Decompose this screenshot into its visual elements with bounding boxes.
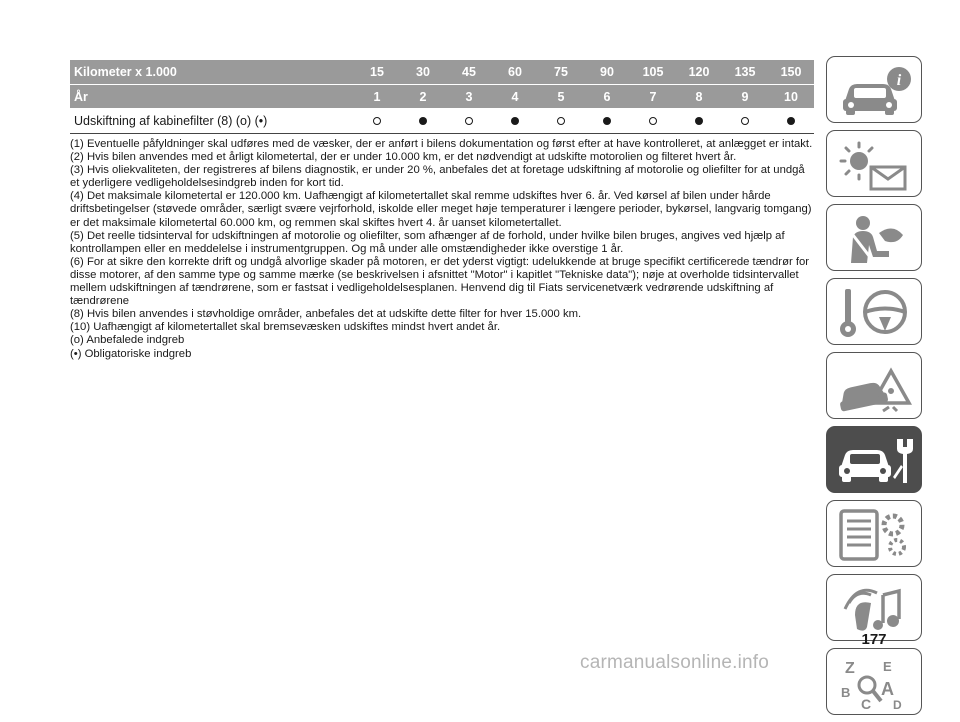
table-row-cabin-filter — [70, 108, 814, 134]
recommended-mark — [465, 117, 473, 125]
tab-starting-driving[interactable] — [826, 278, 922, 345]
km-cell: 30 — [416, 65, 430, 79]
interval-cell — [538, 114, 584, 128]
interval-cell — [722, 114, 768, 128]
footnote: (o) Anbefalede indgreb — [70, 334, 185, 347]
km-cell: 75 — [554, 65, 568, 79]
svg-text:D: D — [893, 698, 902, 712]
recommended-mark — [649, 117, 657, 125]
year-cell: 6 — [603, 89, 611, 104]
mandatory-mark — [787, 117, 795, 125]
warning-light-message-icon — [827, 131, 923, 198]
mandatory-mark — [695, 117, 703, 125]
tab-car-info[interactable] — [826, 56, 922, 123]
svg-text:Z: Z — [845, 660, 855, 677]
km-cell: 90 — [600, 65, 614, 79]
footnote: (3) Hvis oliekvaliteten, der registreres af bilens diagnostik, er under 20 %, anbefales det at foretage udskiftning af motorolie og oliefilter for at undgå et yderligere vedligeholdelsesindgreb inden for kort tid. — [70, 164, 805, 190]
alphabetical-index-icon — [827, 649, 923, 716]
tab-warning-lights[interactable] — [826, 130, 922, 197]
svg-text:A: A — [881, 679, 894, 699]
recommended-mark — [741, 117, 749, 125]
svg-text:B: B — [841, 685, 851, 700]
tab-technical-data[interactable] — [826, 500, 922, 567]
year-cell: 4 — [511, 89, 519, 104]
technical-data-icon — [827, 501, 923, 568]
emergency-warning-icon — [827, 353, 923, 420]
year-cell: 2 — [419, 89, 427, 104]
maintenance-table — [70, 60, 814, 134]
car-maintenance-icon — [827, 427, 923, 494]
svg-text:C: C — [861, 696, 872, 712]
interval-cell — [584, 114, 630, 128]
interval-cell — [446, 114, 492, 128]
year-cell: 5 — [557, 89, 565, 104]
chapter-tabs — [826, 56, 922, 722]
year-cell: 7 — [649, 89, 657, 104]
mandatory-mark — [511, 117, 519, 125]
car-info-icon — [827, 57, 923, 124]
km-cell: 150 — [780, 65, 802, 79]
interval-cell — [768, 114, 814, 128]
header-row-years — [70, 84, 814, 108]
interval-cell — [400, 114, 446, 128]
interval-cell — [492, 114, 538, 128]
tab-maintenance[interactable] — [826, 426, 922, 493]
watermark: carmanualsonline.info — [580, 652, 770, 673]
tab-index[interactable] — [826, 648, 922, 715]
tab-safety[interactable] — [826, 204, 922, 271]
year-cell: 8 — [695, 89, 703, 104]
year-cell: 3 — [465, 89, 473, 104]
footnote: (5) Det reelle tidsinterval for udskiftningen af motorolie og oliefilter, som afhænger af de forhold, under hvilke bilen bruges, angives ved hjælp af kontrollampen eller en meddelelse i instrumentgruppen. Og må under alle omstændigheder ikke overstige 1 år. — [70, 229, 785, 255]
km-cell: 120 — [688, 65, 710, 79]
km-cell: 15 — [370, 65, 384, 79]
footnote: (•) Obligatoriske indgreb — [70, 347, 192, 360]
footnote: (1) Eventuelle påfyldninger skal udføres med de væsker, der er anført i bilens dokumentation og først efter at have kontrolleret, at anlægget er intakt. — [70, 138, 813, 150]
km-cell: 105 — [642, 65, 664, 79]
header-label-km: Kilometer x 1.000 — [74, 65, 177, 79]
footnotes — [70, 138, 816, 361]
footnote: (8) Hvis bilen anvendes i støvholdige områder, anbefales det at udskifte dette filter for hver 15.000 km. — [70, 308, 582, 321]
recommended-mark — [557, 117, 565, 125]
seatbelt-airbag-icon — [827, 205, 923, 272]
footnote: (6) For at sikre den korrekte drift og undgå alvorlige skader på motoren, er det yderst vigtigt: udelukkende at bruge specifikt certificerede tændrør for disse motorer, af den samme type og samme mærke (se beskrivelsen i afsnittet "Motor" i kapitlet "Tekniske data"); nøje at overholde tidsintervallet mellem udskiftningen af tændrørene, som er fastsat i vedligeholdelsesplanen. Henvend dig til Fiats servicenetværk vedrørende udskiftning af tændrørene — [70, 255, 810, 308]
km-cell: 45 — [462, 65, 476, 79]
footnote: (4) Det maksimale kilometertal er 120.000 km. Uafhængigt af kilometertallet skal remme udskiftes hver 6. år. Ved kørsel af bilen under hårde driftsbetingelser (støvede områder, særligt svære vejrforhold, iskolde eller meget høje temperaturer i længere perioder, bykørsel, langvarig tomgang) er det maksimale kilometertal 60.000 km, og remmen skal skiftes hvert 4. år uanset kilometertallet. — [70, 190, 812, 229]
km-cell: 135 — [734, 65, 756, 79]
year-cell: 9 — [741, 89, 749, 104]
page-number: 177 — [861, 631, 887, 648]
footnote: (2) Hvis bilen anvendes med et årligt kilometertal, der er under 10.000 km, er det nødvendigt at udskifte motorolien og filteret hvert år. — [70, 151, 737, 164]
mandatory-mark — [603, 117, 611, 125]
year-cell: 10 — [784, 89, 798, 104]
interval-cell — [630, 114, 676, 128]
km-cell: 60 — [508, 65, 522, 79]
footnote: (10) Uafhængigt af kilometertallet skal bremsevæsken udskiftes mindst hvert andet år. — [70, 321, 501, 334]
year-cell: 1 — [373, 89, 381, 104]
recommended-mark — [373, 117, 381, 125]
row-label-cabin-filter: Udskiftning af kabinefilter (8) (o) (•) — [74, 113, 268, 128]
key-steering-wheel-icon — [827, 279, 923, 346]
svg-text:E: E — [883, 659, 892, 674]
interval-cell — [676, 114, 722, 128]
interval-cell — [354, 114, 400, 128]
header-row-km — [70, 60, 814, 84]
mandatory-mark — [419, 117, 427, 125]
header-label-years: År — [74, 89, 88, 104]
tab-emergency[interactable] — [826, 352, 922, 419]
svg-text:i: i — [896, 72, 902, 89]
